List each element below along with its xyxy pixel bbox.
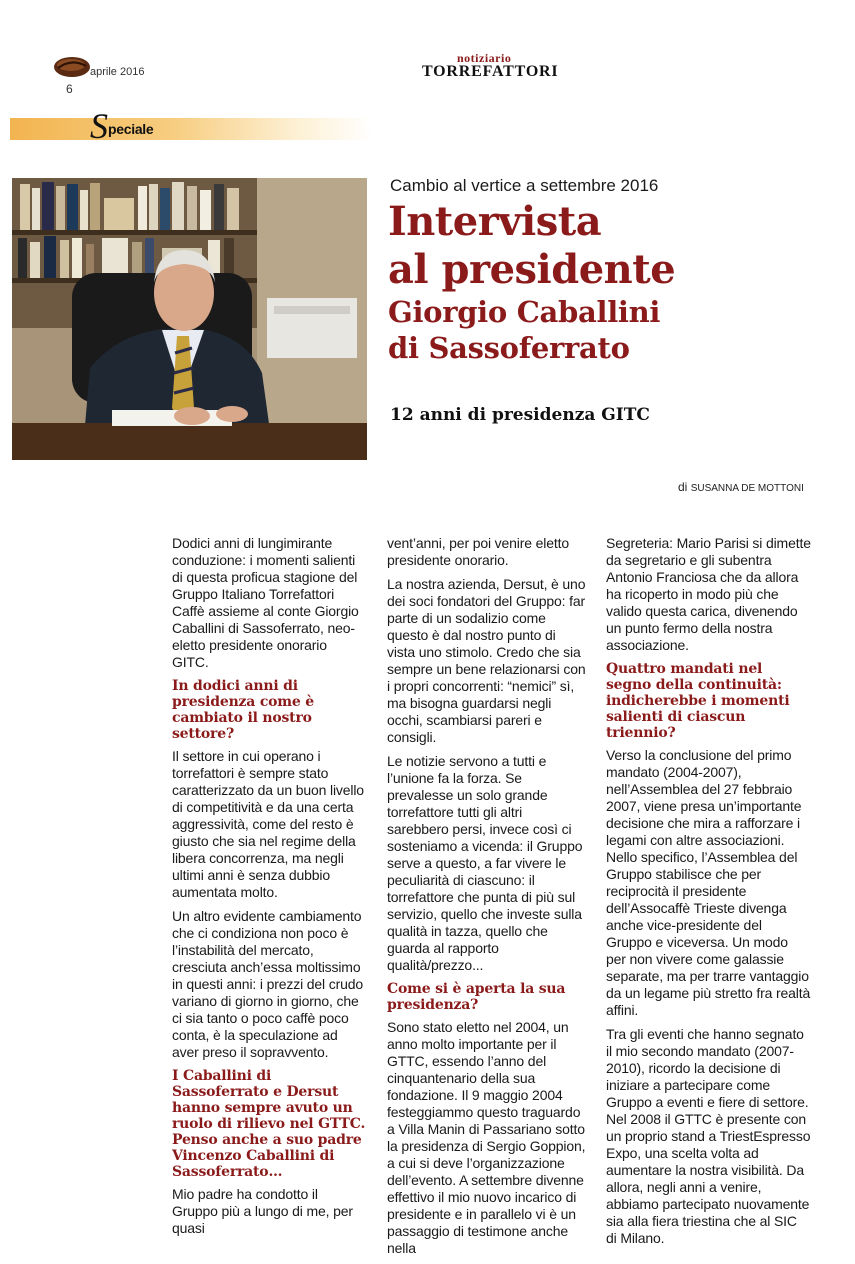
body-paragraph: Le notizie servono a tutti e l’unione fa la forza. Se prevalesse un solo grande torrefattore tutti gli altri sarebbero persi, invece così ci sosteniamo a vicenda: il Gruppo serve a questo, a far vivere le peculiarità di ciascuno: il torrefattore che punta di più sul servizio, quello che investe sulla qualità in tazza, quello che guarda al rapporto qualità/prezzo... xyxy=(387,753,583,973)
byline-author: SUSANNA DE MOTTONI xyxy=(690,483,804,494)
masthead-title: TORREFATTORI xyxy=(422,63,559,80)
article-kicker: Cambio al vertice a settembre 2016 xyxy=(390,176,659,195)
text-column-1 xyxy=(172,535,367,1244)
article-title xyxy=(388,198,848,366)
question-heading: In dodici anni di presidenza come è cambiato il nostro settore? xyxy=(172,678,315,742)
title-line-3: Giorgio Caballini xyxy=(388,295,661,329)
section-label: peciale xyxy=(108,121,154,137)
coffee-bean-logo-icon xyxy=(52,53,92,79)
body-paragraph: Mio padre ha condotto il Gruppo più a lungo di me, per quasi xyxy=(172,1186,353,1236)
president-photo xyxy=(12,178,367,460)
title-line-2: al presidente xyxy=(388,246,676,293)
body-paragraph: La nostra azienda, Dersut, è uno dei soci fondatori del Gruppo: far parte di un sodalizio come questo è dal nostro punto di vista uno stimolo. Credo che sia sempre un bene relazionarsi con i propri concorrenti: “nemici” sì, ma bisogna guardarsi negli occhi, scambiarsi pareri e consigli. xyxy=(387,576,586,745)
question-heading: I Caballini di Sassoferrato e Dersut hanno sempre avuto un ruolo di rilievo nel GTTC. Penso anche a suo padre Vincenzo Caballini di Sassoferrato… xyxy=(172,1068,366,1180)
article-subtitle: 12 anni di presidenza GITC xyxy=(390,405,650,425)
office-portrait-illustration xyxy=(12,178,367,460)
section-initial: S xyxy=(90,106,108,146)
text-column-3 xyxy=(606,535,811,1254)
body-paragraph: Verso la conclusione del primo mandato (2004-2007), nell’Assemblea del 27 febbraio 2007, viene presa un’importante decisione che mira a rafforzare i legami con altre associazioni. Nello specifico, l’Assemblea del Gruppo stabilisce che per reciprocità il presidente dell’Assocaffè Trieste divenga anche vice-presidente del Gruppo e viceversa. Un modo per non vivere come galassie separate, ma per trarre vantaggio da un legame più stretto fra realtà affini. xyxy=(606,747,811,1018)
body-paragraph: Tra gli eventi che hanno segnato il mio secondo mandato (2007-2010), ricordo la decisione di iniziare a partecipare come Gruppo a eventi e fiere di settore. Nel 2008 il GTTC è presente con un proprio stand a TriestEspresso Expo, una scelta volta ad aumentare la nostra visibilità. Da allora, negli anni a venire, abbiamo partecipato nuovamente sia alla fiera triestina che al SIC di Milano. xyxy=(606,1026,811,1246)
title-line-4: di Sassoferrato xyxy=(388,331,630,365)
byline-prefix: di xyxy=(678,480,688,494)
question-heading: Come si è aperta la sua presidenza? xyxy=(387,981,566,1013)
body-paragraph: Sono stato eletto nel 2004, un anno molto importante per il GTTC, essendo l’anno del cinquantenario della sua fondazione. Il 9 maggio 2004 festeggiammo questo traguardo a Villa Manin di Passariano sotto la presidenza di Sergio Goppion, a cui si deve l’organizzazione dell’evento. A settembre divenne effettivo il mio nuovo incarico di presidente e in parallelo vi è un passaggio di testimone anche nella xyxy=(387,1019,586,1256)
body-paragraph: Il settore in cui operano i torrefattori è sempre stato caratterizzato da un buon livello di competitività e da una certa aggressività, come del resto è giusto che sia nel regime della libera concorrenza, ma negli ultimi anni è senza dubbio aumentata molto. xyxy=(172,748,364,900)
title-line-1: Intervista xyxy=(388,198,602,245)
masthead-kicker: notiziario xyxy=(457,51,512,65)
body-paragraph: vent’anni, per poi venire eletto presidente onorario. xyxy=(387,535,569,568)
byline xyxy=(678,480,804,494)
section-band xyxy=(10,118,372,140)
page-number: 6 xyxy=(66,82,73,96)
text-column-2 xyxy=(387,535,587,1264)
body-paragraph: Dodici anni di lungimirante conduzione: i momenti salienti di questa proficua stagione del Gruppo Italiano Torrefattori Caffè assieme al conte Giorgio Caballini di Sassoferrato, neo-eletto presidente onorario GITC. xyxy=(172,535,359,670)
body-paragraph: Segreteria: Mario Parisi si dimette da segretario e gli subentra Antonio Franciosa che da allora ha ricoperto in modo più che valido questa carica, divenendo un punto fermo della nostra associazione. xyxy=(606,535,811,653)
body-paragraph: Un altro evidente cambiamento che ci condiziona non poco è l’instabilità del mercato, cresciuta anch’essa moltissimo in questi anni: i prezzi del crudo variano di giorno in giorno, che ci sia tanto o poco caffè poco conta, è la speculazione ad aver preso il sopravvento. xyxy=(172,908,364,1060)
question-heading: Quattro mandati nel segno della continuità: indicherebbe i momenti salienti di ciascun triennio? xyxy=(606,661,790,741)
issue-date: aprile 2016 xyxy=(90,66,145,78)
